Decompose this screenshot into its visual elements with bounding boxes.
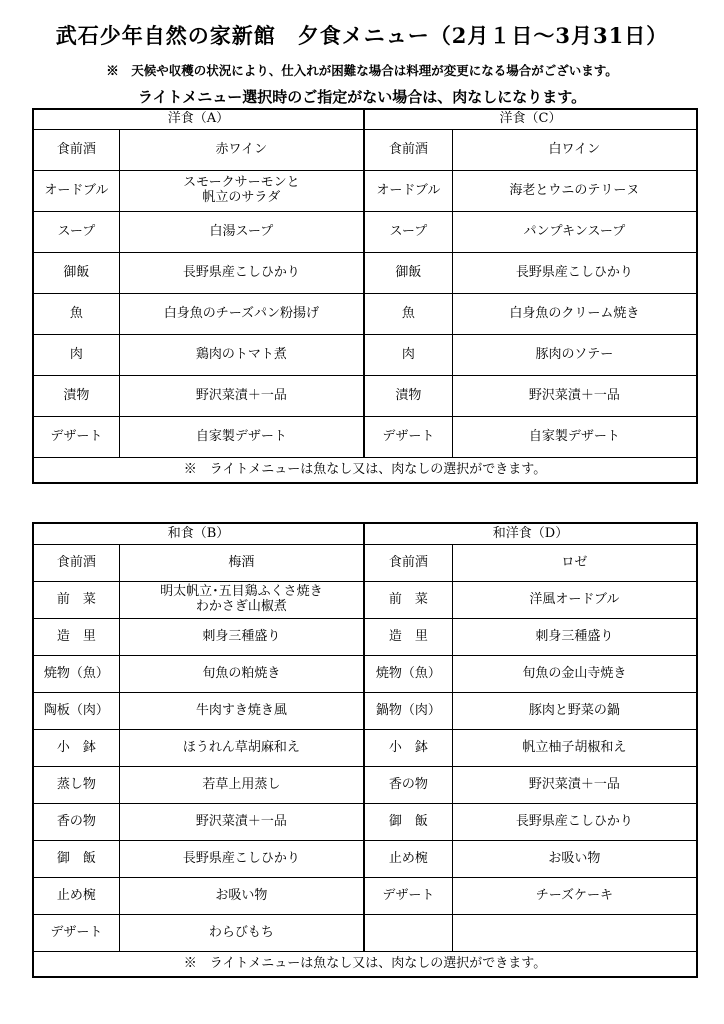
dish-line: 帆立のサラダ <box>202 190 281 205</box>
dish-name: 鶏肉のトマト煮 <box>119 335 364 376</box>
menu-d-header: 和洋食（D） <box>364 523 697 545</box>
dish-name: ほうれん草胡麻和え <box>119 730 364 767</box>
course-category: 焼物（魚） <box>33 656 119 693</box>
dish-name: お吸い物 <box>119 878 364 915</box>
course-category: スープ <box>364 212 452 253</box>
course-category: 食前酒 <box>33 545 119 582</box>
dish-name: 刺身三種盛り <box>452 619 697 656</box>
course-category: 小 鉢 <box>33 730 119 767</box>
dish-name <box>119 582 364 619</box>
light-menu-footer: ※ ライトメニューは魚なし又は、肉なしの選択ができます。 <box>33 458 697 484</box>
menu-b-header: 和食（B） <box>33 523 364 545</box>
course-category: 食前酒 <box>364 545 452 582</box>
dish-name: 野沢菜漬＋一品 <box>452 376 697 417</box>
dish-name: パンプキンスープ <box>452 212 697 253</box>
dish-name: 長野県産こしひかり <box>119 841 364 878</box>
dish-line: わかさぎ山椒煮 <box>195 599 287 614</box>
course-category: 止め椀 <box>33 878 119 915</box>
dish-name <box>119 171 364 212</box>
course-category: 御飯 <box>364 253 452 294</box>
course-category: オードブル <box>364 171 452 212</box>
dish-name: 白ワイン <box>452 130 697 171</box>
course-category: 陶板（肉） <box>33 693 119 730</box>
course-category: 御 飯 <box>33 841 119 878</box>
dish-name: 野沢菜漬＋一品 <box>452 767 697 804</box>
dish-name: 牛肉すき焼き風 <box>119 693 364 730</box>
dish-name: 若草上用蒸し <box>119 767 364 804</box>
dish-line: 明太帆立･五目鶏ふくさ焼き <box>160 584 323 600</box>
dish-name: 赤ワイン <box>119 130 364 171</box>
course-category: デザート <box>33 417 119 458</box>
dish-name: 豚肉のソテー <box>452 335 697 376</box>
course-category: 漬物 <box>364 376 452 417</box>
course-category: デザート <box>364 417 452 458</box>
course-category: 食前酒 <box>33 130 119 171</box>
dish-name: 刺身三種盛り <box>119 619 364 656</box>
dish-name: 自家製デザート <box>119 417 364 458</box>
dish-name: チーズケーキ <box>452 878 697 915</box>
japanese-menu-table <box>32 522 698 978</box>
notice-text: ※ 天候や収穫の状況により、仕入れが困難な場合は料理が変更になる場合がございます。 <box>106 63 618 78</box>
course-category: 止め椀 <box>364 841 452 878</box>
dish-name: 野沢菜漬＋一品 <box>119 804 364 841</box>
course-category: デザート <box>33 915 119 952</box>
dish-name: 旬魚の粕焼き <box>119 656 364 693</box>
course-category: オードブル <box>33 171 119 212</box>
course-category <box>364 915 452 952</box>
dish-name: 白湯スープ <box>119 212 364 253</box>
dish-name: 自家製デザート <box>452 417 697 458</box>
course-category: 肉 <box>364 335 452 376</box>
course-category: スープ <box>33 212 119 253</box>
dish-name: わらびもち <box>119 915 364 952</box>
course-category: 漬物 <box>33 376 119 417</box>
dish-name: 梅酒 <box>119 545 364 582</box>
course-category: 魚 <box>364 294 452 335</box>
dish-name <box>452 915 697 952</box>
dish-line: スモークサーモンと <box>183 175 300 191</box>
course-category: 焼物（魚） <box>364 656 452 693</box>
dish-name: 長野県産こしひかり <box>452 804 697 841</box>
dish-name: 白身魚のチーズパン粉揚げ <box>119 294 364 335</box>
course-category: 魚 <box>33 294 119 335</box>
course-category: 鍋物（肉） <box>364 693 452 730</box>
course-category: 造 里 <box>33 619 119 656</box>
light-menu-notice: ライトメニュー選択時のご指定がない場合は、肉なしになります。 <box>137 88 587 106</box>
dish-name: お吸い物 <box>452 841 697 878</box>
dish-name: 旬魚の金山寺焼き <box>452 656 697 693</box>
dish-name: 洋風オードブル <box>452 582 697 619</box>
menu-a-header: 洋食（A） <box>33 109 364 130</box>
course-category: デザート <box>364 878 452 915</box>
page-title: 武石少年自然の家新館 夕食メニュー（2月１日～3月31日） <box>55 23 669 48</box>
menu-c-header: 洋食（C） <box>364 109 697 130</box>
course-category: 香の物 <box>364 767 452 804</box>
course-category: 御 飯 <box>364 804 452 841</box>
dish-name: 豚肉と野菜の鍋 <box>452 693 697 730</box>
course-category: 前 菜 <box>364 582 452 619</box>
dish-name: 白身魚のクリーム焼き <box>452 294 697 335</box>
dish-name: 野沢菜漬＋一品 <box>119 376 364 417</box>
dish-name: ロゼ <box>452 545 697 582</box>
course-category: 食前酒 <box>364 130 452 171</box>
course-category: 小 鉢 <box>364 730 452 767</box>
light-menu-footer: ※ ライトメニューは魚なし又は、肉なしの選択ができます。 <box>33 952 697 978</box>
course-category: 肉 <box>33 335 119 376</box>
course-category: 香の物 <box>33 804 119 841</box>
course-category: 前 菜 <box>33 582 119 619</box>
course-category: 蒸し物 <box>33 767 119 804</box>
dish-name: 長野県産こしひかり <box>452 253 697 294</box>
western-menu-table <box>32 108 698 484</box>
course-category: 御飯 <box>33 253 119 294</box>
dish-name: 海老とウニのテリーヌ <box>452 171 697 212</box>
dish-name: 帆立柚子胡椒和え <box>452 730 697 767</box>
dish-name: 長野県産こしひかり <box>119 253 364 294</box>
course-category: 造 里 <box>364 619 452 656</box>
